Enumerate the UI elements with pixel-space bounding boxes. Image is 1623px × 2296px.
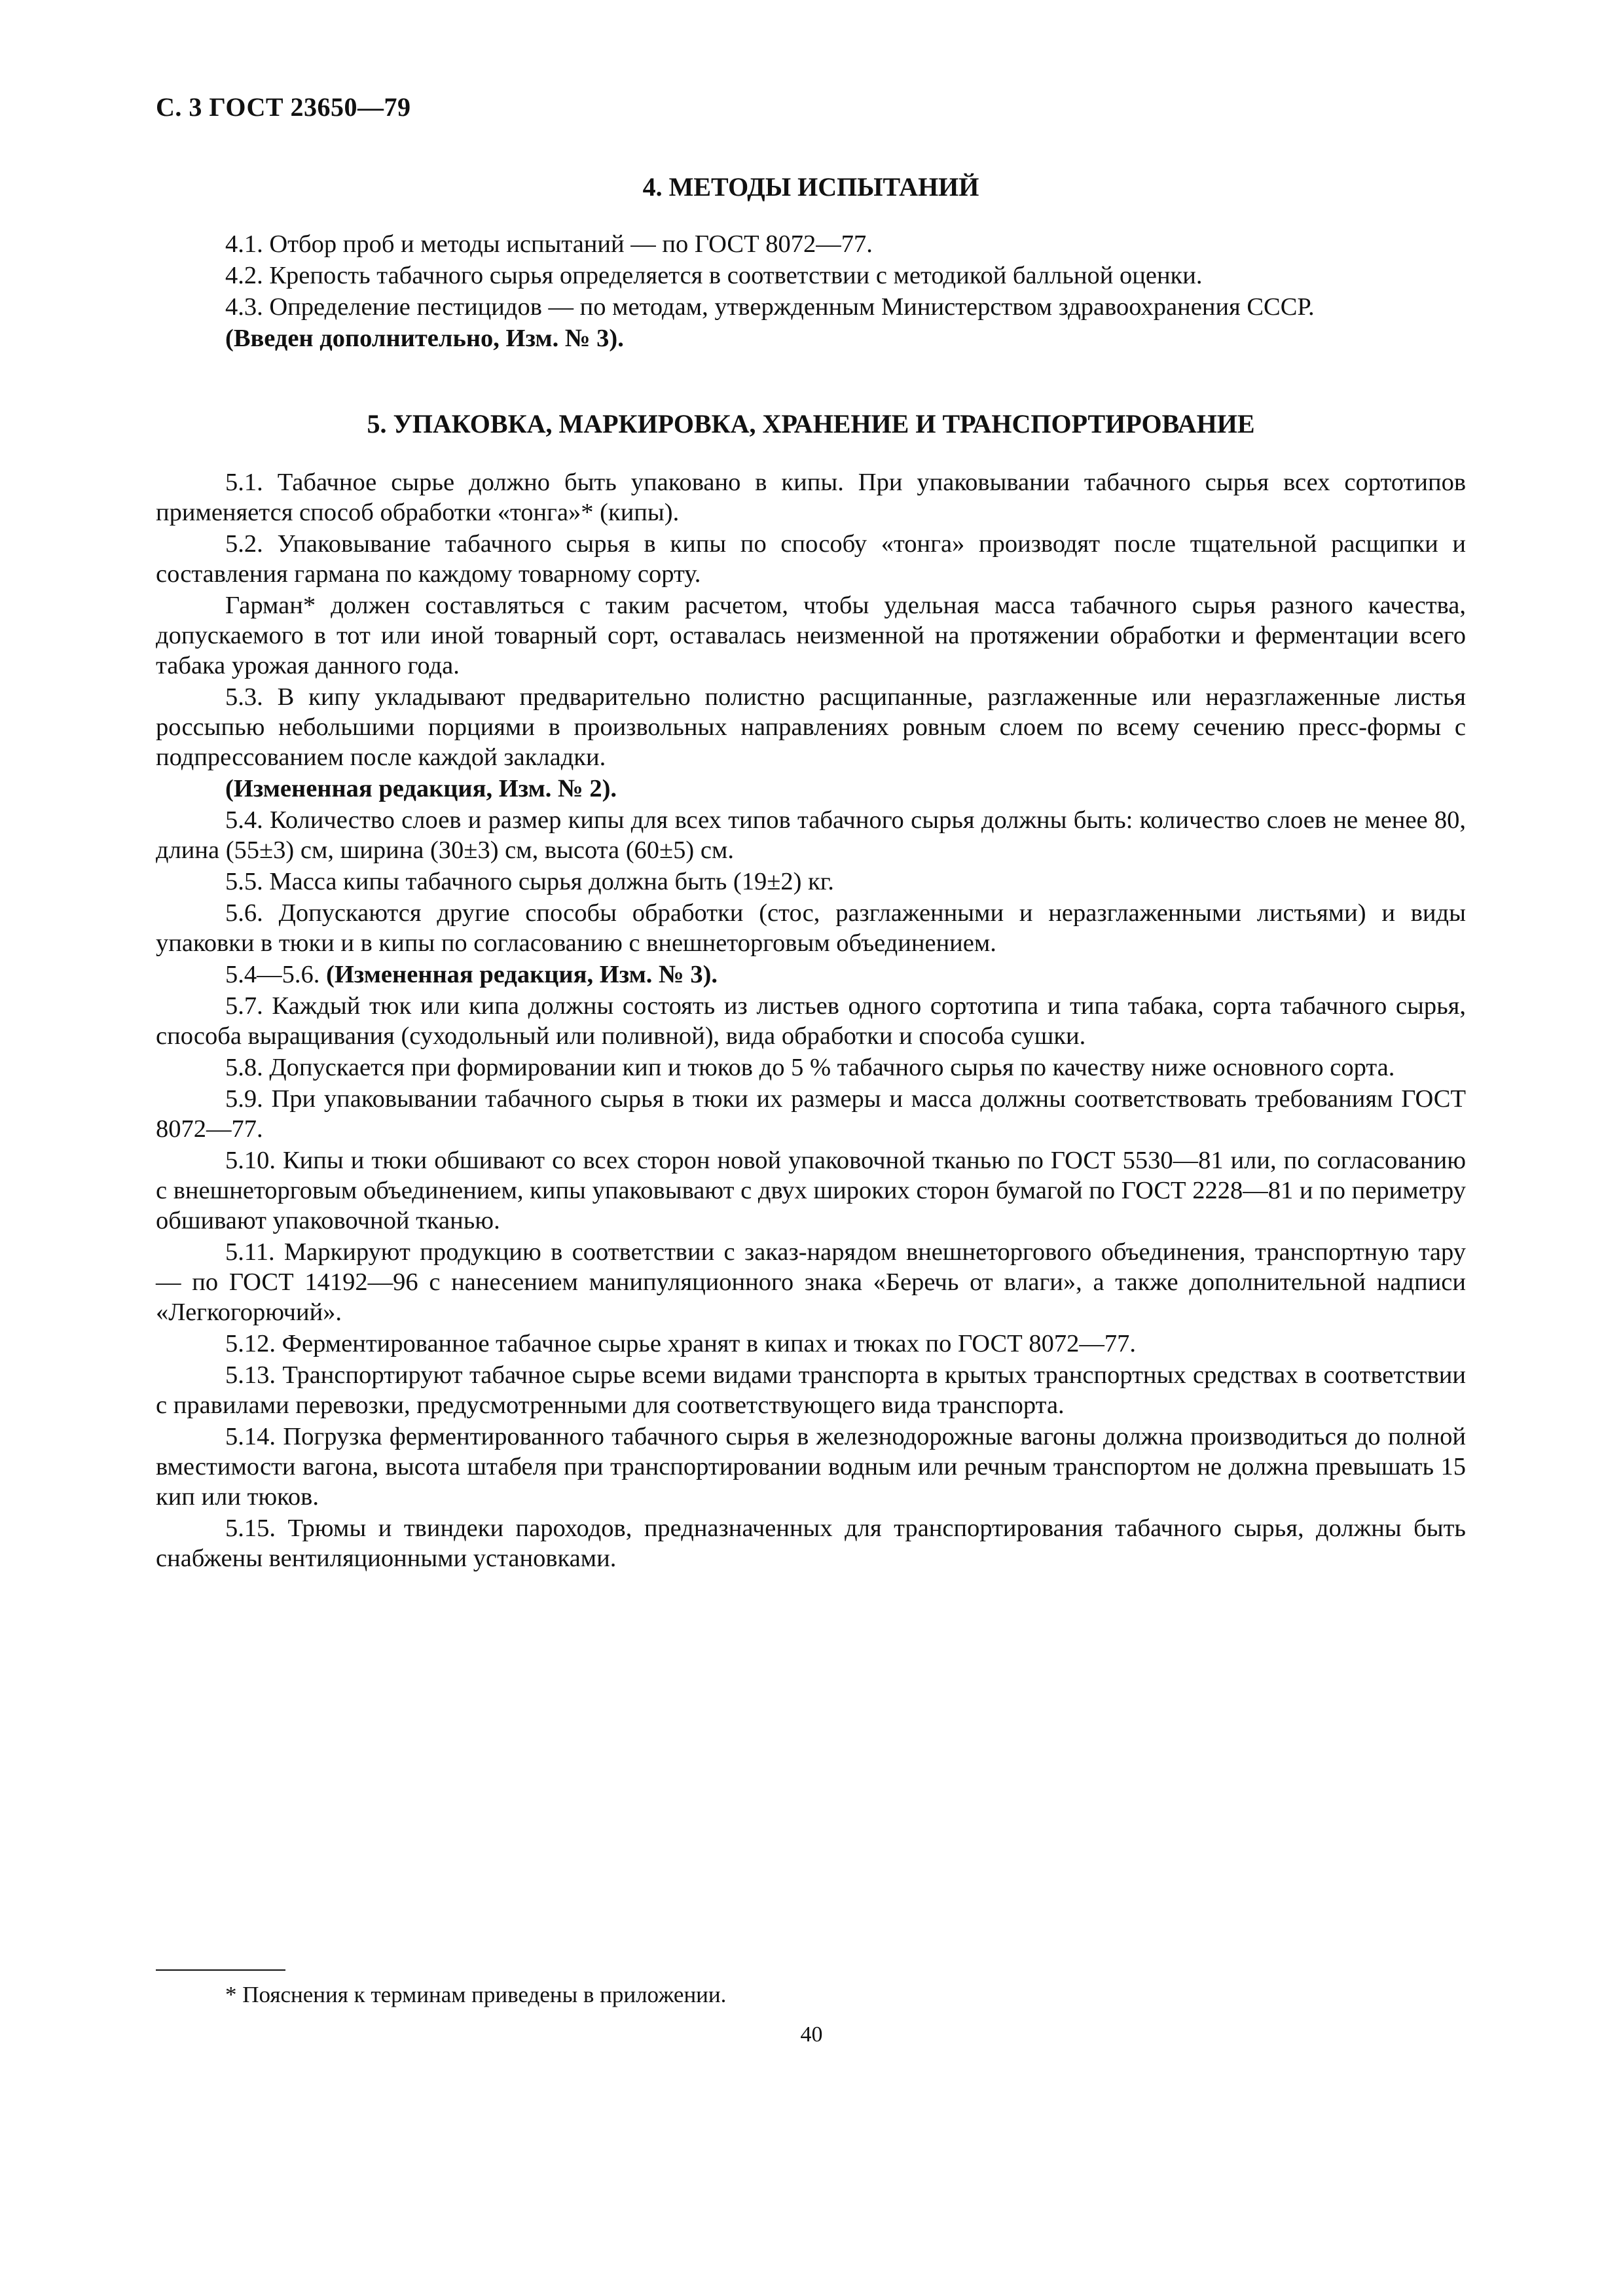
page-header: С. 3 ГОСТ 23650—79 (156, 92, 411, 122)
amendment-note-4: (Введен дополнительно, Изм. № 3). (225, 325, 624, 352)
paragraph-5-10: 5.10. Кипы и тюки обшивают со всех сторон новой упаковочной тканью по ГОСТ 5530—81 или, по согласованию с внешнеторговым объединением, кипы упаковывают с двух широких сторон бумагой по ГОСТ 2228—81 и по периметру обшивают упаковочной тканью. (156, 1147, 1466, 1234)
footnote-divider (156, 1969, 285, 1971)
page-number: 40 (800, 2022, 823, 2047)
amendment-note-3-prefix: 5.4—5.6. (225, 961, 326, 988)
paragraph-5-15: 5.15. Трюмы и твиндеки пароходов, предназначенных для транспортирования табачного сырья, должны быть снабжены вентиляционными установками. (156, 1515, 1466, 1572)
section-5-title: 5. УПАКОВКА, МАРКИРОВКА, ХРАНЕНИЕ И ТРАНСПОРТИРОВАНИЕ (367, 409, 1255, 439)
amendment-note-3: (Измененная редакция, Изм. № 3). (326, 961, 718, 988)
paragraph-4-3: 4.3. Определение пестицидов — по методам, утвержденным Министерством здравоохранения СССР. (225, 293, 1315, 321)
paragraph-5-11: 5.11. Маркируют продукцию в соответствии с заказ-нарядом внешнеторгового объединения, транспортную тару — по ГОСТ 14192—96 с нанесением манипуляционного знака «Беречь от влаги», а также дополнительной надписи «Легкогорючий». (156, 1238, 1466, 1326)
paragraph-4-1: 4.1. Отбор проб и методы испытаний — по ГОСТ 8072—77. (225, 230, 873, 258)
paragraph-5-7: 5.7. Каждый тюк или кипа должны состоять из листьев одного сортотипа и типа табака, сорта табачного сырья, способа выращивания (суходольный или поливной), вида обработки и способа сушки. (156, 992, 1466, 1050)
footnote: * Пояснения к терминам приведены в приложении. (225, 1982, 727, 2007)
paragraph-5-13: 5.13. Транспортируют табачное сырье всеми видами транспорта в крытых транспортных средствах в соответствии с правилами перевозки, предусмотренными для соответствующего вида транспорта. (156, 1361, 1466, 1419)
paragraph-5-14: 5.14. Погрузка ферментированного табачного сырья в железнодорожные вагоны должна производиться до полной вместимости вагона, высота штабеля при транспортировании водным или речным транспортом не должна превышать 15 кип или тюков. (156, 1423, 1466, 1511)
paragraph-5-5: 5.5. Масса кипы табачного сырья должна быть (19±2) кг. (225, 868, 834, 895)
paragraph-4-2: 4.2. Крепость табачного сырья определяется в соответствии с методикой балльной оценки. (225, 262, 1203, 289)
amendment-note-3-line (156, 960, 1466, 990)
paragraph-5-8: 5.8. Допускается при формировании кип и тюков до 5 % табачного сырья по качеству ниже основного сорта. (225, 1054, 1395, 1081)
section-4-title: 4. МЕТОДЫ ИСПЫТАНИЙ (642, 172, 979, 202)
paragraph-5-6: 5.6. Допускаются другие способы обработки (стос, разглаженными и неразглаженными листьями) и виды упаковки в тюки и в кипы по согласованию с внешнеторговым объединением. (156, 899, 1466, 957)
paragraph-5-3: 5.3. В кипу укладывают предварительно полистно расщипанные, разглаженные или неразглаженные листья россыпью небольшими порциями в произвольных направлениях ровным слоем по всему сечению пресс-формы с подпрессованием после каждой закладки. (156, 683, 1466, 771)
paragraph-5-2-garman: Гарман* должен составляться с таким расчетом, чтобы удельная масса табачного сырья разного качества, допускаемого в тот или иной товарный сорт, оставалась неизменной на протяжении обработки и ферментации всего табака урожая данного года. (156, 592, 1466, 679)
paragraph-5-2: 5.2. Упаковывание табачного сырья в кипы по способу «тонга» производят после тщательной расщипки и составления гармана по каждому товарному сорту. (156, 530, 1466, 588)
paragraph-5-9: 5.9. При упаковывании табачного сырья в тюки их размеры и масса должны соответствовать требованиям ГОСТ 8072—77. (156, 1085, 1466, 1143)
paragraph-5-12: 5.12. Ферментированное табачное сырье хранят в кипах и тюках по ГОСТ 8072—77. (225, 1330, 1137, 1357)
paragraph-5-4: 5.4. Количество слоев и размер кипы для всех типов табачного сырья должны быть: количество слоев не менее 80, длина (55±3) см, ширина (30±3) см, высота (60±5) см. (156, 806, 1466, 864)
page-content (156, 171, 1466, 1575)
paragraph-5-1: 5.1. Табачное сырье должно быть упаковано в кипы. При упаковывании табачного сырья всех сортотипов применяется способ обработки «тонга»* (кипы). (156, 469, 1466, 526)
amendment-note-2: (Измененная редакция, Изм. № 2). (225, 775, 617, 802)
